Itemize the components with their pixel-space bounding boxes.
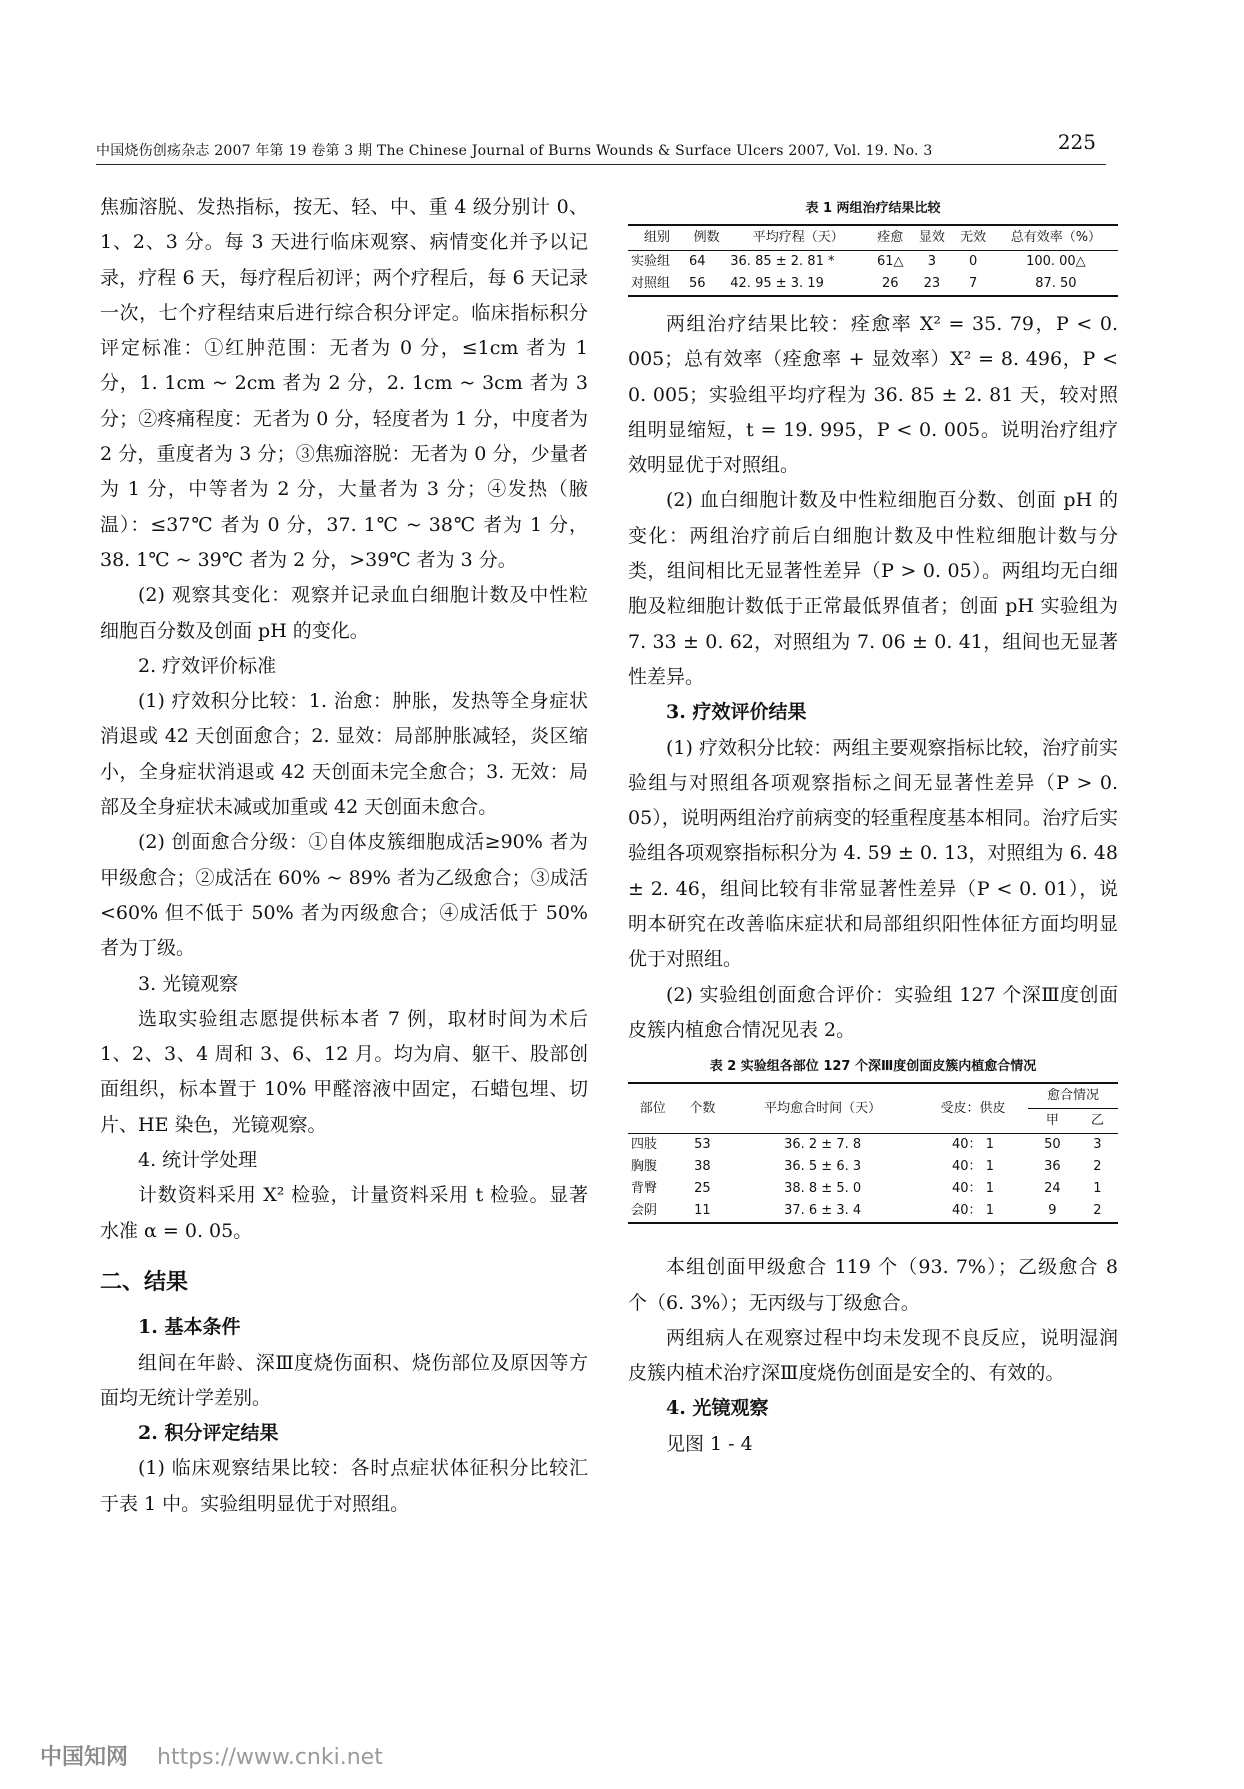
table-cell: 36. 2 ± 7. 8 [784, 1137, 862, 1153]
table-header-row [628, 225, 1118, 251]
paragraph: 选取实验组志愿提供标本者 7 例，取材时间为术后 1、2、3、4 周和 3、6、12 月。均为肩、躯干、股部创面组织，标本置于 10% 甲醛溶液中固定，石蜡包埋、切片、HE 染色，光镜观察。 [100, 1007, 588, 1136]
table-cell: 40： 1 [952, 1137, 994, 1153]
subheading: 2. 积分评定结果 [138, 1422, 279, 1445]
table-cell: 87. 50 [1035, 276, 1077, 291]
section-heading: 二、结果 [100, 1268, 189, 1295]
table-header: 无效 [960, 230, 987, 245]
paragraph: 组间在年龄、深Ⅲ度烧伤面积、烧伤部位及原因等方面均无统计学差别。 [100, 1351, 588, 1409]
table1 [628, 224, 1118, 297]
table-cell: 胸腹 [631, 1159, 658, 1175]
table-cell: 26 [882, 276, 899, 291]
table-cell: 36. 85 ± 2. 81 * [730, 254, 835, 269]
table-cell: 9 [1048, 1203, 1057, 1219]
table-cell: 40： 1 [952, 1203, 994, 1219]
table-header: 个数 [689, 1100, 716, 1116]
paragraph: (2) 创面愈合分级：①自体皮簇细胞成活≥90% 者为甲级愈合；②成活在 60% ~ 89% 者为乙级愈合；③成活 <60% 但不低于 50% 者为丙级愈合；④成活低于 50% 者为丁级。 [100, 831, 588, 960]
table-header: 组别 [644, 230, 671, 245]
table-header: 平均疗程（天） [752, 230, 844, 245]
table-cell: 23 [923, 276, 941, 291]
table-header: 受皮：供皮 [940, 1100, 1006, 1116]
paragraph: 两组治疗结果比较：痊愈率 X² = 35. 79，P < 0. 005；总有效率（痊愈率 + 显效率）X² = 8. 496，P < 0. 005；实验组平均疗程为 36. 85 ± 2. 81 天，较对照组明显缩短，t = 19. 995，P < 0. 005。说明治疗组疗效明显优于对照组。 [628, 313, 1118, 477]
subheading: 3. 疗效评价结果 [666, 701, 807, 724]
table2 [628, 1082, 1118, 1224]
table-cell: 2 [1093, 1159, 1102, 1175]
table-cell: 2 [1093, 1203, 1102, 1219]
table-header: 显效 [918, 230, 945, 245]
table-row [628, 1200, 1118, 1223]
table-cell: 37. 6 ± 3. 4 [784, 1203, 862, 1219]
table-header: 例数 [693, 230, 720, 245]
table-cell: 36 [1044, 1159, 1061, 1175]
paragraph: 两组病人在观察过程中均未发现不良反应，说明湿润皮簇内植术治疗深Ⅲ度烧伤创面是安全的、有效的。 [628, 1326, 1118, 1385]
table-cell: 3 [1093, 1137, 1102, 1153]
table2-caption: 表 2 实验组各部位 127 个深Ⅲ度创面皮簇内植愈合情况 [709, 1059, 1037, 1075]
table-cell: 42. 95 ± 3. 19 [730, 276, 824, 291]
table-header-row [628, 1083, 1118, 1109]
table-cell: 7 [968, 276, 978, 291]
paragraph: (1) 疗效积分比较：1. 治愈：肿胀，发热等全身症状消退或 42 天创面愈合；2. 显效：局部肿胀减轻，炎区缩小，全身症状消退或 42 天创面未完全愈合；3. 无效：局部及全身症状未减或加重或 42 天创面未愈合。 [100, 690, 588, 819]
table-row [628, 1156, 1118, 1178]
table-cell: 36. 5 ± 6. 3 [784, 1159, 862, 1175]
subheading: 4. 统计学处理 [138, 1149, 258, 1172]
paragraph: 计数资料采用 X² 检验，计量资料采用 t 检验。显著水准 α = 0. 05。 [100, 1184, 588, 1242]
cnki-url[interactable]: https://www.cnki.net [157, 1745, 383, 1770]
table-cell: 实验组 [631, 254, 671, 269]
table-cell: 53 [694, 1137, 711, 1153]
table-cell: 1 [1093, 1181, 1102, 1197]
paragraph: 见图 1 - 4 [666, 1432, 753, 1455]
table-cell: 38 [694, 1159, 711, 1175]
table-cell: 24 [1044, 1181, 1061, 1197]
table-cell: 3 [927, 254, 937, 269]
table-cell: 38. 8 ± 5. 0 [784, 1181, 862, 1197]
table-cell: 背臀 [631, 1181, 658, 1197]
table-cell: 100. 00△ [1026, 254, 1086, 269]
table-cell: 对照组 [631, 276, 671, 291]
table-header: 部位 [639, 1100, 666, 1116]
table-row [628, 251, 1118, 274]
table-row [628, 273, 1118, 296]
paragraph: 本组创面甲级愈合 119 个（93. 7%）；乙级愈合 8 个（6. 3%）；无丙级与丁级愈合。 [628, 1256, 1118, 1314]
table-cell: 会阴 [631, 1203, 658, 1219]
page-number: 225 [1057, 130, 1096, 154]
subheading: 3. 光镜观察 [138, 972, 239, 995]
table-cell: 56 [689, 276, 706, 291]
paragraph: 焦痂溶脱、发热指标，按无、轻、中、重 4 级分别计 0、1、2、3 分。每 3 天进行临床观察、病情变化并予以记录，疗程 6 天，每疗程后初评；两个疗程后，每 6 天记录一次，七个疗程结束后进行综合积分评定。临床指标积分评定标准：①红肿范围：无者为 0 分，≤1cm 者为 1 分，1. 1cm ~ 2cm 者为 2 分，2. 1cm ~ 3cm 者为 3 分；②疼痛程度：无者为 0 分，轻度者为 1 分，中度者为 2 分，重度者为 3 分；③焦痂溶脱：无者为 0 分，少量者为 1 分，中等者为 2 分，大量者为 3 分；④发热（腋温）：≤37℃ 者为 0 分，37. 1℃ ~ 38℃ 者为 1 分，38. 1℃ ~ 39℃ 者为 2 分，>39℃ 者为 3 分。 [100, 196, 588, 571]
table-cell: 61△ [877, 254, 904, 269]
paragraph: (2) 血白细胞计数及中性粒细胞百分数、创面 pH 的变化：两组治疗前后白细胞计数及中性粒细胞计数与分类，组间相比无显著性差异（P > 0. 05）。两组均无白细胞及粒细胞计数低于正常最低界值者；创面 pH 实验组为 7. 33 ± 0. 62，对照组为 7. 06 ± 0. 41，组间也无显著性差异。 [628, 489, 1118, 688]
table-header: 痊愈 [877, 230, 904, 245]
table-row [628, 1134, 1118, 1157]
table-cell: 40： 1 [952, 1181, 994, 1197]
table-cell: 0 [968, 254, 978, 269]
table-subheader: 甲 [1045, 1113, 1059, 1129]
table-cell: 64 [689, 254, 706, 269]
right-column [628, 190, 1118, 1462]
table-cell: 40： 1 [952, 1159, 994, 1175]
watermark-footer [40, 1740, 383, 1771]
table-cell: 四肢 [631, 1137, 658, 1153]
paragraph: (2) 实验组创面愈合评价：实验组 127 个深Ⅲ度创面皮簇内植愈合情况见表 2。 [628, 983, 1118, 1041]
table-cell: 25 [694, 1181, 711, 1197]
paragraph: (2) 观察其变化：观察并记录血白细胞计数及中性粒细胞百分数及创面 pH 的变化。 [100, 584, 588, 642]
cnki-logo: 中国知网 [40, 1745, 129, 1770]
subheading: 1. 基本条件 [138, 1316, 241, 1339]
paragraph: (1) 疗效积分比较：两组主要观察指标比较，治疗前实验组与对照组各项观察指标之间无显著性差异（P > 0. 05），说明两组治疗前病变的轻重程度基本相同。治疗后实验组各项观察指标积分为 4. 59 ± 0. 13，对照组为 6. 48 ± 2. 46，组间比较有非常显著性差异（P < 0. 01），说明本研究在改善临床症状和局部组织阳性体征方面均明显优于对照组。 [628, 736, 1118, 971]
subheading: 4. 光镜观察 [666, 1397, 769, 1420]
paragraph: (1) 临床观察结果比较：各时点症状体征积分比较汇于表 1 中。实验组明显优于对照组。 [100, 1457, 588, 1515]
table-header: 平均愈合时间（天） [764, 1100, 882, 1116]
table-header: 愈合情况 [1028, 1083, 1118, 1109]
running-header [96, 130, 1106, 165]
table-cell: 11 [694, 1203, 711, 1219]
left-column [100, 190, 588, 1522]
table-cell: 50 [1044, 1137, 1061, 1153]
table-subheader: 乙 [1090, 1113, 1104, 1129]
journal-header: 中国烧伤创疡杂志 2007 年第 19 卷第 3 期 The Chinese Journal of Burns Wounds & Surface Ulcers 2007, Vol. 19. No. 3 [96, 143, 933, 159]
table-row [628, 1178, 1118, 1200]
subheading: 2. 疗效评价标准 [138, 654, 277, 677]
table-header: 总有效率（%） [1010, 230, 1102, 245]
table1-caption: 表 1 两组治疗结果比较 [805, 201, 941, 216]
